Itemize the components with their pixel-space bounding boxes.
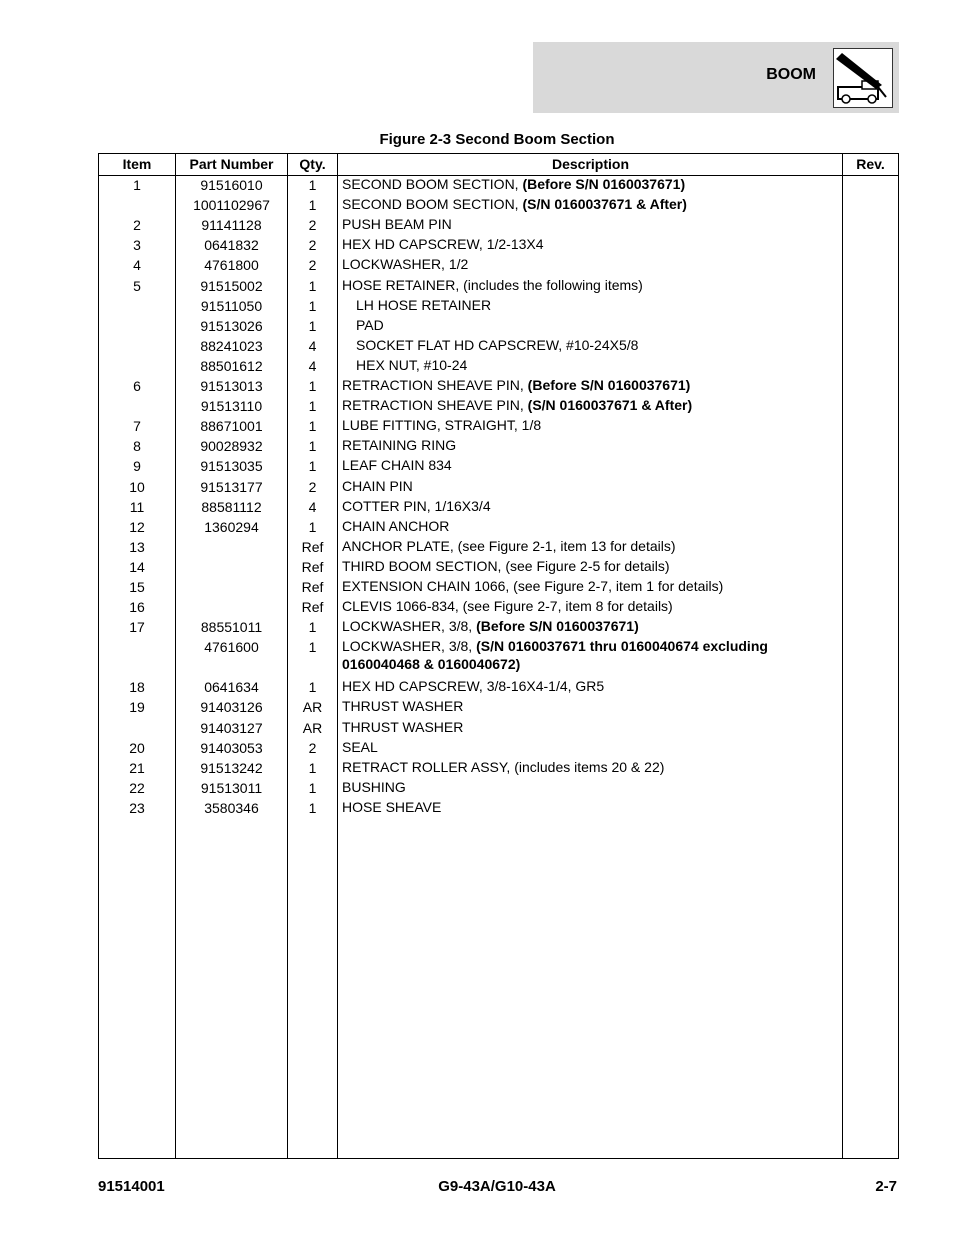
table-row	[99, 316, 898, 336]
section-title: BOOM	[766, 66, 816, 83]
header-part-number: Part Number	[189, 156, 274, 172]
description-text: HOSE SHEAVE	[342, 798, 442, 815]
description	[342, 416, 842, 434]
item-number: 18	[129, 679, 145, 696]
quantity: 1	[308, 779, 317, 796]
table-row	[99, 436, 898, 456]
quantity: 4	[308, 357, 317, 374]
table-row	[99, 215, 898, 235]
item-number: 17	[129, 619, 145, 636]
description	[342, 195, 842, 213]
item-number: 6	[133, 378, 141, 394]
quantity: AR	[302, 699, 323, 716]
serial-note: (S/N 0160037671 thru 0160040674 excluding 0160040468 & 0160040672)	[342, 638, 768, 673]
part-number: 4761800	[204, 257, 259, 274]
serial-note: (Before S/N 0160037671)	[527, 377, 691, 393]
item-number: 11	[129, 498, 145, 515]
item-number: 1	[133, 177, 141, 193]
description-text: SEAL	[342, 738, 378, 755]
footer-page-number: 2-7	[875, 1178, 897, 1195]
table-row	[99, 637, 898, 675]
description	[342, 296, 856, 314]
description	[342, 376, 842, 394]
part-number: 91403127	[200, 719, 263, 736]
table-row	[99, 195, 898, 215]
part-number: 91513011	[200, 779, 263, 796]
description-text: THRUST WASHER	[342, 718, 464, 735]
header-item: Item	[122, 156, 152, 172]
description	[342, 517, 842, 535]
description	[342, 215, 842, 233]
table-row	[99, 336, 898, 356]
item-number: 23	[129, 799, 145, 816]
quantity: 2	[308, 257, 317, 274]
description	[342, 617, 842, 635]
item-number: 21	[129, 759, 145, 776]
table-row	[99, 396, 898, 416]
description-text: LUBE FITTING, STRAIGHT, 1/8	[342, 417, 542, 434]
description-text: CHAIN ANCHOR	[342, 517, 450, 534]
quantity: Ref	[301, 579, 324, 595]
part-number: 91141128	[201, 217, 262, 234]
table-row	[99, 416, 898, 436]
table-row	[99, 798, 898, 818]
item-number: 16	[129, 599, 145, 616]
table-row	[99, 577, 898, 597]
table-row	[99, 517, 898, 537]
table-row	[99, 617, 898, 637]
description-text: BUSHING	[342, 778, 406, 795]
serial-note: (S/N 0160037671 & After)	[522, 196, 687, 213]
quantity: 1	[308, 378, 317, 394]
section-header	[533, 42, 899, 113]
table-row	[99, 175, 898, 195]
part-number: 88581112	[201, 498, 262, 515]
description-text: SOCKET FLAT HD CAPSCREW, #10-24X5/8	[356, 336, 639, 353]
table-row	[99, 477, 898, 497]
description-text: LOCKWASHER, 3/8,	[342, 618, 477, 635]
table-row	[99, 557, 898, 577]
quantity: Ref	[301, 558, 324, 575]
part-number: 91513013	[200, 378, 263, 394]
description	[342, 577, 842, 595]
description-text: CHAIN PIN	[342, 477, 413, 494]
part-number: 88551011	[200, 619, 263, 636]
description	[342, 175, 842, 193]
quantity: 2	[308, 217, 317, 234]
item-number: 9	[133, 458, 141, 475]
item-number: 13	[129, 538, 145, 555]
quantity: AR	[302, 719, 323, 736]
part-number: 91513035	[200, 458, 263, 475]
table-header	[99, 154, 898, 176]
part-number: 91513177	[200, 478, 263, 495]
table-row	[99, 376, 898, 396]
table-row	[99, 677, 898, 697]
table-row	[99, 778, 898, 798]
description-text: PUSH BEAM PIN	[342, 216, 452, 233]
quantity: 2	[308, 237, 317, 254]
item-number: 3	[133, 237, 141, 254]
description	[342, 597, 842, 615]
quantity: 1	[308, 297, 317, 314]
description-text: EXTENSION CHAIN 1066, (see Figure 2-7, item 1 for details)	[342, 578, 724, 594]
description-text: THIRD BOOM SECTION, (see Figure 2-5 for details)	[342, 557, 670, 574]
description-text: THRUST WASHER	[342, 698, 464, 715]
part-number: 0641634	[204, 679, 259, 696]
item-number: 14	[129, 558, 145, 575]
description	[342, 235, 842, 253]
quantity: 1	[308, 317, 317, 334]
item-number: 7	[133, 418, 141, 435]
quantity: 1	[308, 639, 317, 656]
part-number: 1360294	[204, 518, 259, 535]
description-text: PAD	[356, 316, 384, 333]
description-text: CLEVIS 1066-834, (see Figure 2-7, item 8 for details)	[342, 598, 673, 615]
quantity: 1	[308, 619, 317, 636]
part-number: 0641832	[204, 237, 259, 254]
description-text: RETRACTION SHEAVE PIN,	[342, 377, 528, 393]
description-text: HOSE RETAINER, (includes the following items)	[342, 276, 643, 293]
header-rev: Rev.	[856, 156, 885, 172]
description-text: RETRACTION SHEAVE PIN,	[342, 397, 528, 414]
footer-part-number: 91514001	[98, 1178, 165, 1195]
quantity: 1	[308, 197, 317, 214]
table-row	[99, 497, 898, 517]
footer-model: G9-43A/G10-43A	[438, 1178, 556, 1195]
quantity: 1	[308, 438, 317, 455]
part-number: 3580346	[204, 799, 259, 816]
quantity: 4	[308, 498, 317, 515]
serial-note: (S/N 0160037671 & After)	[527, 397, 693, 414]
quantity: 1	[308, 398, 317, 415]
part-number: 91513242	[200, 759, 263, 776]
description-text: RETRACT ROLLER ASSY, (includes items 20 & 22)	[342, 758, 665, 775]
item-number: 20	[129, 739, 145, 756]
description	[342, 255, 842, 273]
part-number: 1001102967	[193, 197, 270, 214]
quantity: 1	[308, 799, 317, 816]
table-row	[99, 758, 898, 778]
item-number: 12	[129, 518, 145, 535]
table-row	[99, 276, 898, 296]
description-text: SECOND BOOM SECTION,	[342, 176, 523, 192]
item-number: 4	[133, 257, 141, 274]
description-text: RETAINING RING	[342, 437, 457, 454]
quantity: 2	[308, 739, 317, 756]
quantity: 2	[308, 478, 317, 495]
table-row	[99, 718, 898, 738]
table-row	[99, 597, 898, 617]
quantity: 1	[308, 418, 317, 435]
description	[342, 537, 842, 555]
table-row	[99, 356, 898, 376]
part-number: 91515002	[200, 277, 263, 294]
item-number: 22	[129, 779, 145, 796]
quantity: 1	[308, 458, 317, 475]
description-text: COTTER PIN, 1/16X3/4	[342, 497, 491, 514]
item-number: 10	[129, 478, 145, 495]
quantity: 1	[308, 679, 317, 696]
description	[342, 316, 856, 334]
description	[342, 497, 842, 515]
table-row	[99, 296, 898, 316]
description	[342, 477, 842, 495]
table-row	[99, 697, 898, 717]
table-row	[99, 537, 898, 557]
part-number: 91511050	[200, 297, 263, 314]
description-text: LEAF CHAIN 834	[342, 457, 452, 474]
table-row	[99, 235, 898, 255]
part-number: 88501612	[200, 357, 263, 374]
part-number: 91513110	[200, 398, 263, 415]
description-text: HEX NUT, #10-24	[356, 356, 468, 373]
quantity: Ref	[301, 538, 324, 555]
description-text: ANCHOR PLATE, (see Figure 2-1, item 13 for details)	[342, 537, 676, 554]
description	[342, 718, 842, 736]
description	[342, 356, 856, 374]
table-row	[99, 456, 898, 476]
part-number: 91403126	[200, 699, 263, 716]
quantity: 1	[308, 277, 317, 294]
description	[342, 276, 842, 294]
part-number: 90028932	[200, 438, 263, 455]
quantity: 4	[308, 337, 317, 354]
serial-note: (Before S/N 0160037671)	[476, 618, 639, 635]
description	[342, 697, 842, 715]
description-text: LOCKWASHER, 3/8,	[342, 638, 477, 655]
quantity: 1	[308, 177, 317, 193]
part-number: 88241023	[200, 337, 263, 354]
description	[342, 396, 842, 414]
item-number: 2	[133, 217, 141, 234]
item-number: 5	[133, 277, 141, 294]
item-number: 8	[133, 438, 141, 455]
part-number: 91403053	[200, 739, 263, 756]
description	[342, 336, 856, 354]
description-text: LH HOSE RETAINER	[356, 296, 492, 313]
item-number: 15	[129, 579, 145, 595]
figure-title: Figure 2-3 Second Boom Section	[379, 131, 615, 148]
description	[342, 557, 842, 575]
description	[342, 778, 842, 796]
description-text: SECOND BOOM SECTION,	[342, 196, 523, 213]
description	[342, 456, 842, 474]
description	[342, 677, 842, 695]
description	[342, 637, 842, 673]
table-row	[99, 255, 898, 275]
description-text: LOCKWASHER, 1/2	[342, 256, 469, 273]
description	[342, 758, 842, 776]
description-text: HEX HD CAPSCREW, 3/8-16X4-1/4, GR5	[342, 678, 605, 695]
parts-table	[98, 153, 899, 1159]
table-row	[99, 738, 898, 758]
quantity: 1	[308, 518, 317, 535]
description	[342, 798, 842, 816]
quantity: 1	[308, 759, 317, 776]
part-number: 91516010	[200, 177, 263, 193]
boom-lift-icon	[833, 48, 893, 108]
item-number: 19	[129, 699, 145, 716]
part-number: 88671001	[200, 418, 263, 435]
header-qty: Qty.	[299, 156, 326, 172]
quantity: Ref	[301, 599, 324, 616]
part-number: 4761600	[204, 639, 259, 656]
serial-note: (Before S/N 0160037671)	[522, 176, 686, 192]
description-text: HEX HD CAPSCREW, 1/2-13X4	[342, 236, 544, 253]
description	[342, 738, 842, 756]
description	[342, 436, 842, 454]
header-description: Description	[551, 156, 629, 172]
part-number: 91513026	[200, 317, 263, 334]
